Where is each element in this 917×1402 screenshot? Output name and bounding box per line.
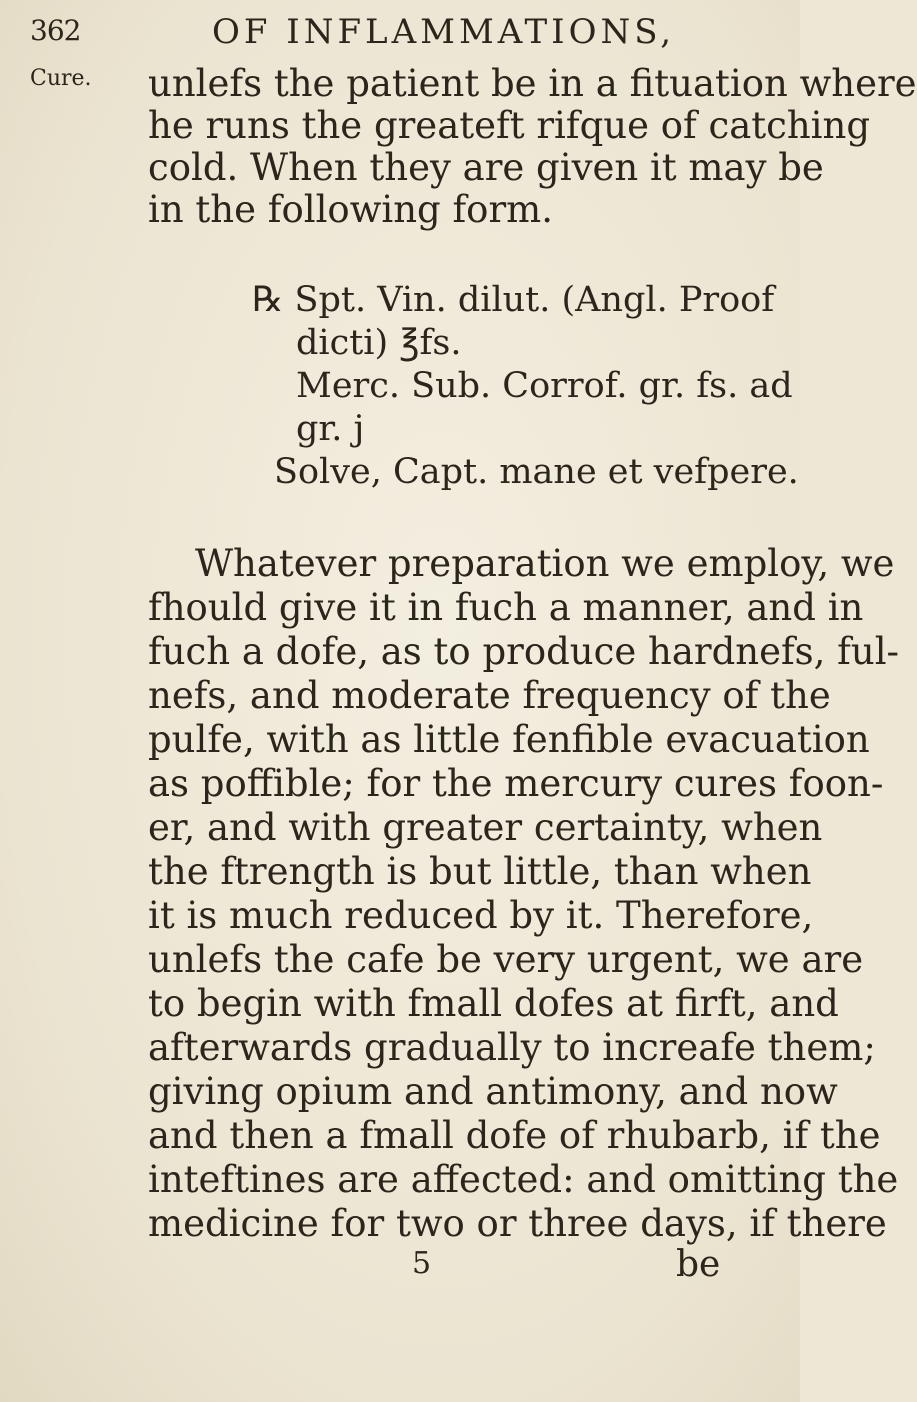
prescription-line: gr. j [296,409,365,449]
text-line: it is much reduced by it. Therefore, [148,894,814,937]
text-line: and then a fmall dofe of rhubarb, if the [148,1114,881,1157]
text-line: er, and with greater certainty, when [148,806,823,849]
prescription-line: Solve, Capt. mane et vefpere. [274,452,799,492]
text-line: in the following form. [148,188,553,231]
prescription-line: ℞ Spt. Vin. dilut. (Angl. Proof [252,280,775,320]
text-line: to begin with fmall dofes at firft, and [148,982,839,1025]
margin-note: Cure. [30,66,92,91]
text-line: unlefs the patient be in a fituation where [148,62,917,105]
running-head: OF INFLAMMATIONS, [212,12,676,52]
prescription-line: Merc. Sub. Corrof. gr. fs. ad [296,366,793,406]
text-line: pulfe, with as little fenfible evacuation [148,718,870,761]
text-line: unlefs the cafe be very urgent, we are [148,938,864,981]
text-line: Whatever preparation we employ, we [195,542,895,585]
catchword: be [676,1244,721,1285]
text-line: giving opium and antimony, and now [148,1070,838,1113]
text-line: medicine for two or three days, if there [148,1202,887,1245]
text-line: afterwards gradually to increafe them; [148,1026,876,1069]
text-line: the ftrength is but little, than when [148,850,812,893]
text-line: fuch a dofe, as to produce hardnefs, ful- [148,630,900,673]
text-line: inteftines are affected: and omitting the [148,1158,899,1201]
text-line: fhould give it in fuch a manner, and in [148,586,864,629]
signature-mark: 5 [412,1246,432,1281]
prescription-line: dicti) ℥fs. [296,323,462,363]
text-line: as poffible; for the mercury cures foon- [148,762,884,805]
text-line: nefs, and moderate frequency of the [148,674,831,717]
text-line: he runs the greateft rifque of catching [148,104,871,147]
text-line: cold. When they are given it may be [148,146,824,189]
page-number: 362 [30,14,81,47]
